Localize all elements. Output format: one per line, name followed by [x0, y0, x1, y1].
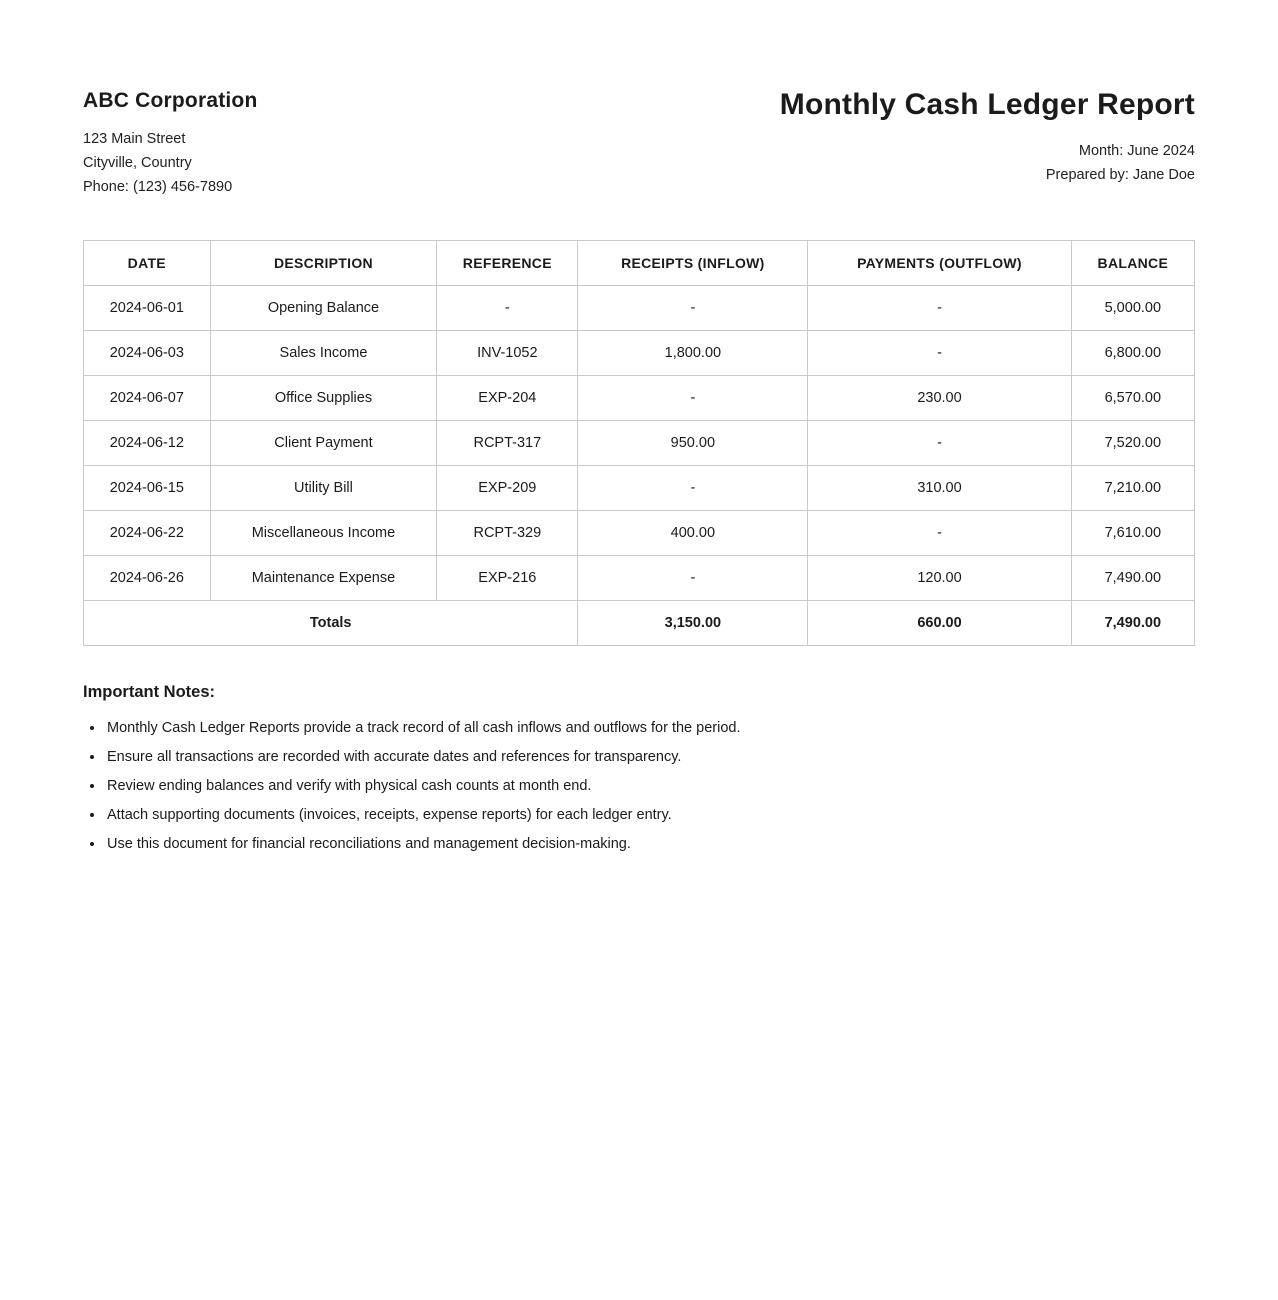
cell-reference: EXP-204 — [437, 376, 578, 421]
cell-reference: RCPT-317 — [437, 421, 578, 466]
column-header-date: DATE — [84, 241, 211, 286]
cell-description: Miscellaneous Income — [210, 511, 437, 556]
cell-description: Opening Balance — [210, 286, 437, 331]
cell-reference: EXP-216 — [437, 556, 578, 601]
cell-date: 2024-06-01 — [84, 286, 211, 331]
report-meta — [780, 139, 1195, 187]
cell-balance: 6,570.00 — [1071, 376, 1194, 421]
notes-section — [83, 683, 1195, 859]
totals-balance: 7,490.00 — [1071, 601, 1194, 646]
company-address — [83, 127, 258, 199]
cell-balance: 7,520.00 — [1071, 421, 1194, 466]
cell-receipts: - — [578, 556, 808, 601]
list-item: • Monthly Cash Ledger Reports provide a track record of all cash inflows and outflows for the period. — [105, 714, 1195, 743]
company-info — [83, 88, 258, 199]
report-prepared-by: Prepared by: Jane Doe — [1045, 166, 1195, 183]
table-row — [84, 421, 1195, 466]
cell-date: 2024-06-26 — [84, 556, 211, 601]
notes-heading: Important Notes: — [83, 683, 215, 702]
list-item: • Attach supporting documents (invoices, receipts, expense reports) for each ledger entry. — [105, 801, 1195, 830]
cell-date: 2024-06-03 — [84, 331, 211, 376]
cell-receipts: - — [578, 286, 808, 331]
cell-balance: 7,610.00 — [1071, 511, 1194, 556]
totals-payments: 660.00 — [808, 601, 1071, 646]
cell-reference: INV-1052 — [437, 331, 578, 376]
cell-balance: 5,000.00 — [1071, 286, 1194, 331]
cell-payments: 310.00 — [808, 466, 1071, 511]
cell-payments: 120.00 — [808, 556, 1071, 601]
column-header-description: DESCRIPTION — [210, 241, 437, 286]
cell-date: 2024-06-15 — [84, 466, 211, 511]
cell-description: Office Supplies — [210, 376, 437, 421]
cell-balance: 6,800.00 — [1071, 331, 1194, 376]
company-address-line1: 123 Main Street — [83, 131, 186, 148]
cell-payments: 230.00 — [808, 376, 1071, 421]
cell-receipts: - — [578, 376, 808, 421]
company-name: ABC Corporation — [83, 89, 258, 112]
totals-receipts: 3,150.00 — [578, 601, 808, 646]
cash-ledger-table — [83, 240, 1195, 646]
table-row — [84, 376, 1195, 421]
totals-label: Totals — [84, 601, 578, 646]
cell-description: Client Payment — [210, 421, 437, 466]
company-address-line2: Cityville, Country — [83, 155, 192, 172]
cell-receipts: 950.00 — [578, 421, 808, 466]
cell-receipts: 400.00 — [578, 511, 808, 556]
list-item: • Ensure all transactions are recorded with accurate dates and references for transparency. — [105, 743, 1195, 772]
company-phone: Phone: (123) 456-7890 — [83, 179, 233, 196]
cell-description: Sales Income — [210, 331, 437, 376]
list-item: • Use this document for financial reconciliations and management decision-making. — [105, 830, 1195, 859]
document-header — [83, 88, 1195, 199]
cell-balance: 7,210.00 — [1071, 466, 1194, 511]
cell-receipts: 1,800.00 — [578, 331, 808, 376]
table-row — [84, 466, 1195, 511]
cell-payments: - — [808, 331, 1071, 376]
notes-list — [83, 714, 1195, 859]
column-header-receipts: RECEIPTS (INFLOW) — [578, 241, 808, 286]
cell-date: 2024-06-22 — [84, 511, 211, 556]
table-row — [84, 286, 1195, 331]
list-item: • Review ending balances and verify with physical cash counts at month end. — [105, 772, 1195, 801]
table-row — [84, 556, 1195, 601]
cell-balance: 7,490.00 — [1071, 556, 1194, 601]
cell-payments: - — [808, 421, 1071, 466]
table-row — [84, 331, 1195, 376]
cell-description: Utility Bill — [210, 466, 437, 511]
table-header-row — [84, 241, 1195, 286]
cell-reference: RCPT-329 — [437, 511, 578, 556]
cell-payments: - — [808, 511, 1071, 556]
cell-receipts: - — [578, 466, 808, 511]
page-title: Monthly Cash Ledger Report — [779, 88, 1195, 121]
cell-reference: - — [437, 286, 578, 331]
report-info — [780, 88, 1195, 187]
cell-date: 2024-06-12 — [84, 421, 211, 466]
report-month: Month: June 2024 — [1078, 142, 1195, 159]
cell-reference: EXP-209 — [437, 466, 578, 511]
column-header-reference: REFERENCE — [437, 241, 578, 286]
table-totals-row — [84, 601, 1195, 646]
cell-date: 2024-06-07 — [84, 376, 211, 421]
cell-payments: - — [808, 286, 1071, 331]
table-row — [84, 511, 1195, 556]
cell-description: Maintenance Expense — [210, 556, 437, 601]
column-header-payments: PAYMENTS (OUTFLOW) — [808, 241, 1071, 286]
column-header-balance: BALANCE — [1071, 241, 1194, 286]
